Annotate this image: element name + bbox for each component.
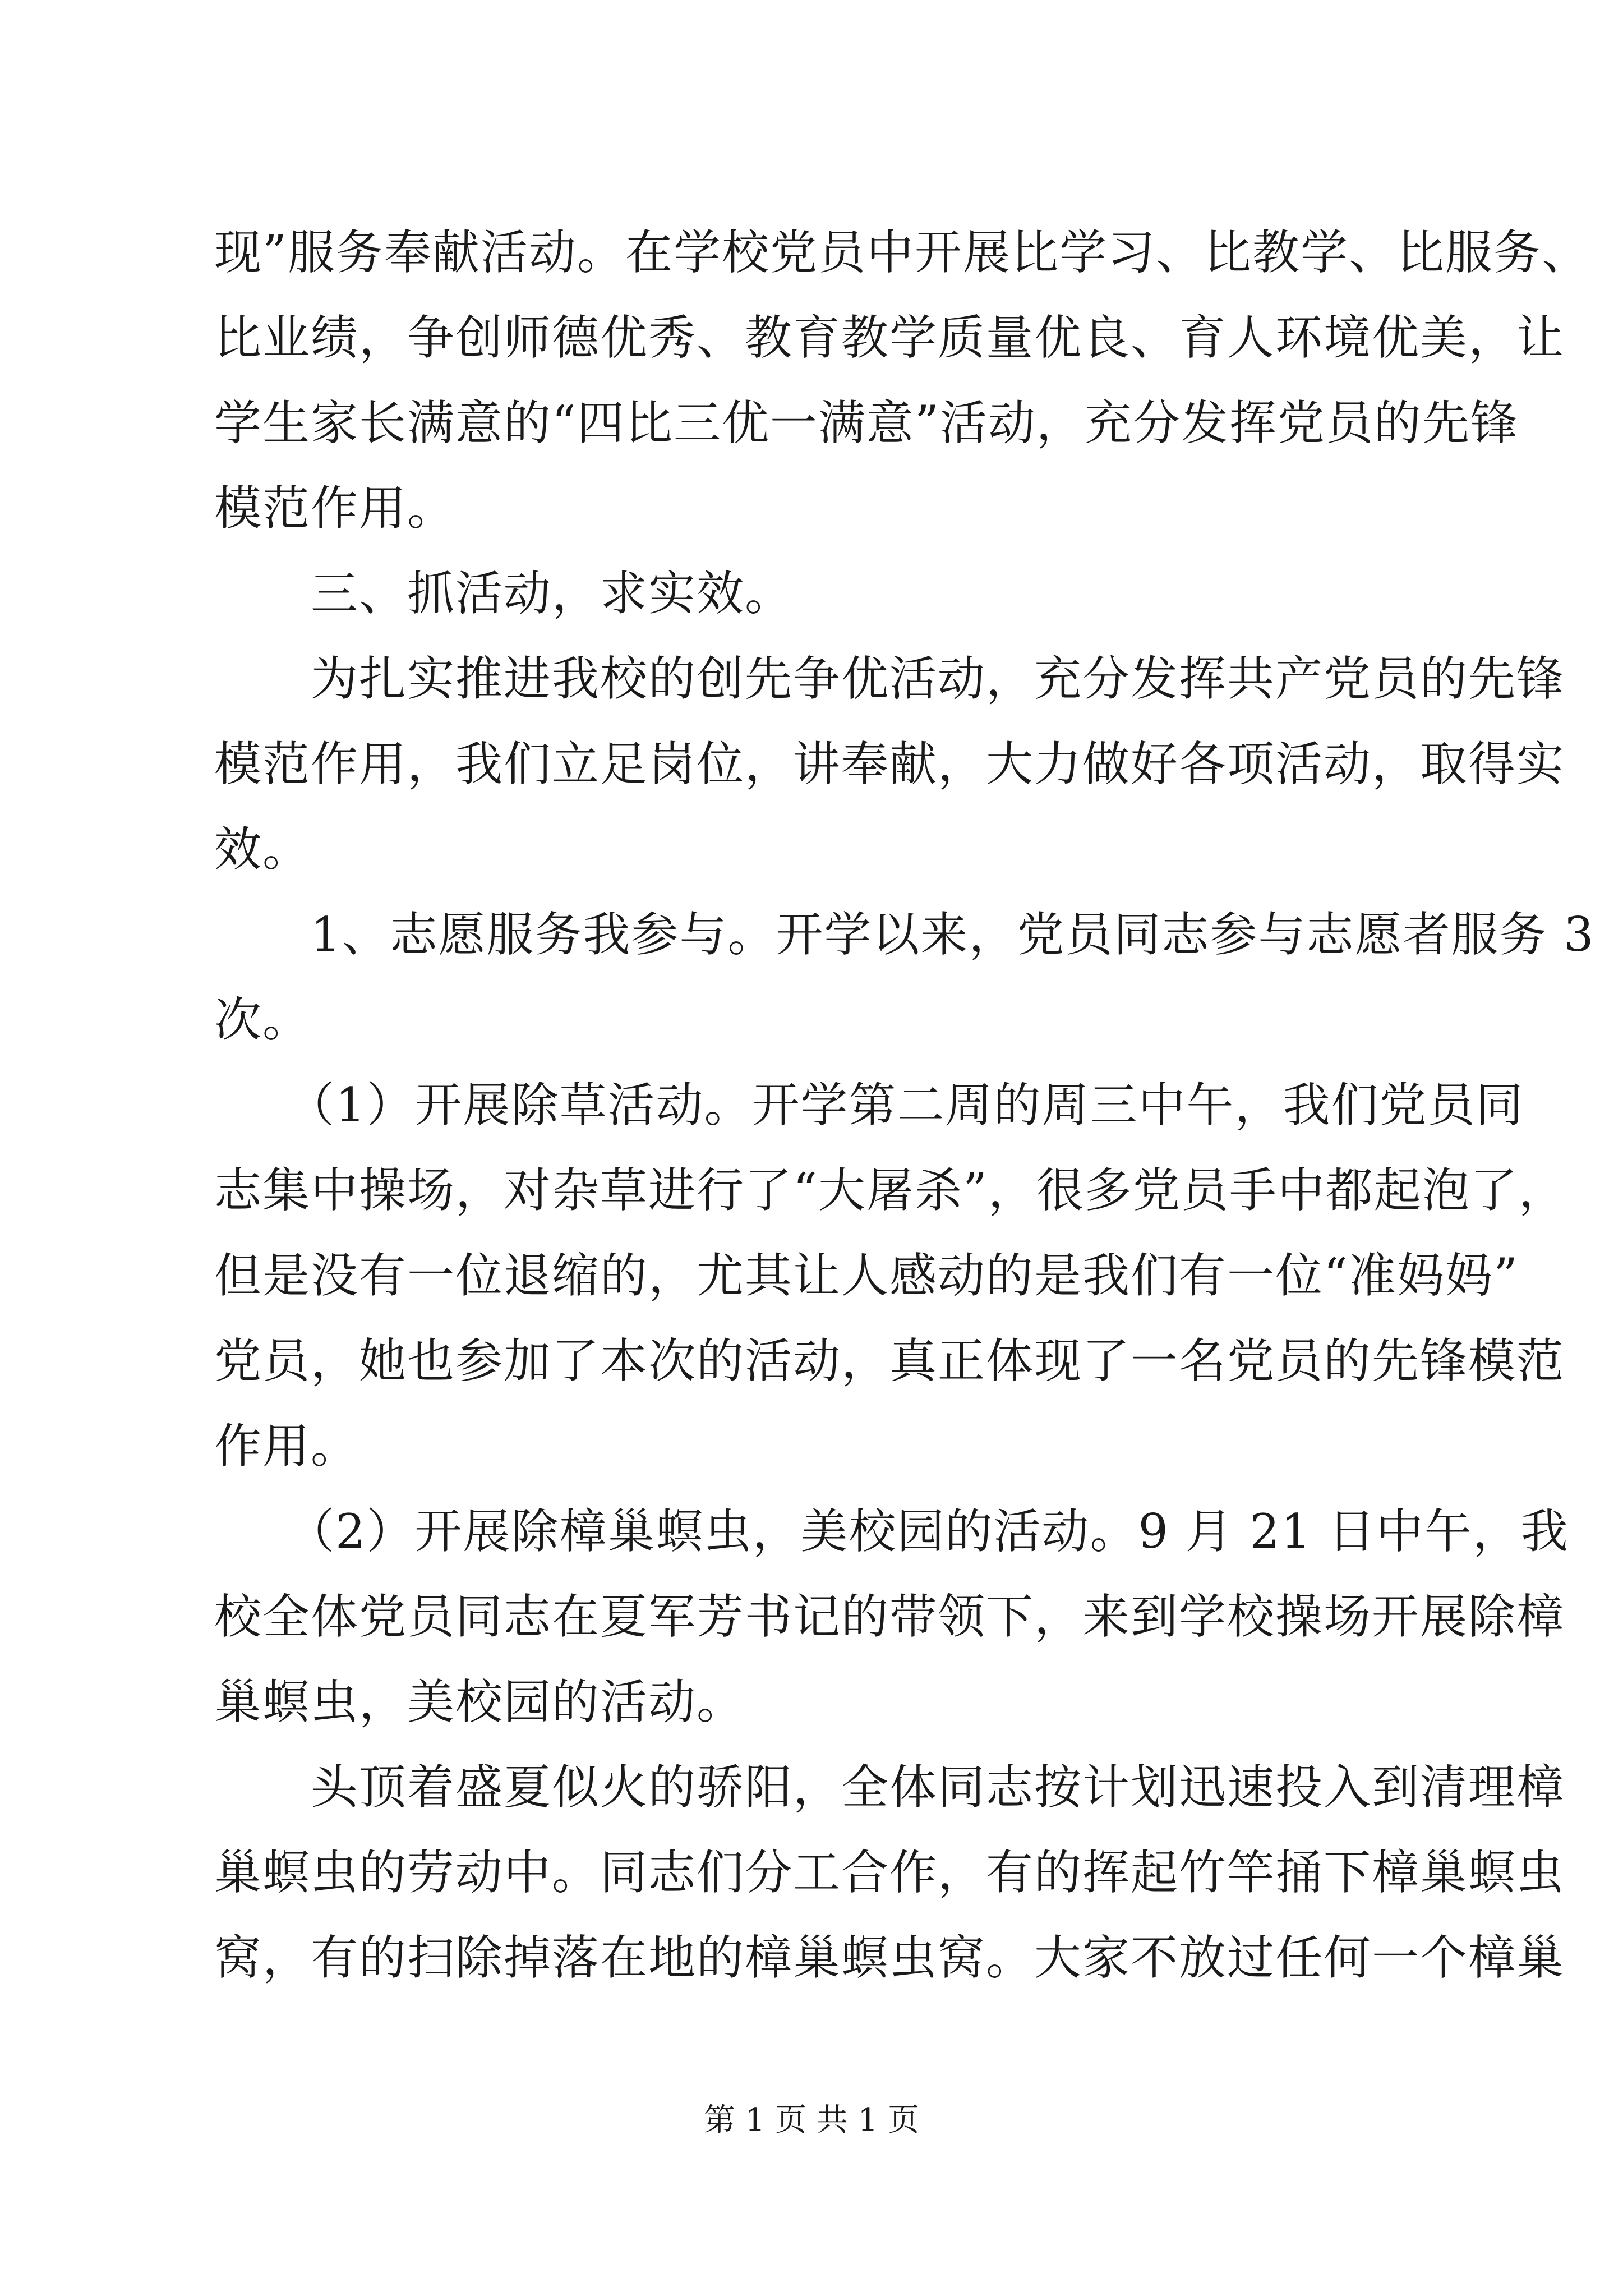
text-line: 学生家长满意的“四比三优一满意”活动，充分发挥党员的先锋 — [214, 395, 1519, 450]
text-line: 现”服务奉献活动。在学校党员中开展比学习、比教学、比服务、 — [214, 225, 1590, 280]
text-line: 模范作用。 — [214, 481, 456, 536]
text-line: 头顶着盛夏似火的骄阳，全体同志按计划迅速投入到清理樟 — [214, 1760, 1565, 1815]
text-line: 但是没有一位退缩的，尤其让人感动的是我们有一位“准妈妈” — [214, 1248, 1519, 1303]
text-line: 效。 — [214, 822, 311, 877]
text-line: 比业绩，争创师德优秀、教育教学质量优良、育人环境优美，让 — [214, 310, 1565, 365]
text-line: 为扎实推进我校的创先争优活动，充分发挥共产党员的先锋 — [214, 651, 1565, 706]
text-line: 巢螟虫的劳动中。同志们分工合作，有的挥起竹竿捅下樟巢螟虫 — [214, 1845, 1565, 1900]
text-line: （1）开展除草活动。开学第二周的周三中午，我们党员同 — [214, 1078, 1524, 1133]
text-line: （2）开展除樟巢螟虫，美校园的活动。9 月 21 日中午，我 — [214, 1504, 1569, 1559]
text-line: 志集中操场，对杂草进行了“大屠杀”，很多党员手中都起泡了， — [214, 1163, 1567, 1218]
text-line: 党员，她也参加了本次的活动，真正体现了一名党员的先锋模范 — [214, 1333, 1565, 1388]
text-line: 窝，有的扫除掉落在地的樟巢螟虫窝。大家不放过任何一个樟巢 — [214, 1930, 1565, 1985]
page-footer: 第 1 页 共 1 页 — [703, 2102, 920, 2138]
text-line: 三、抓活动，求实效。 — [214, 566, 794, 621]
text-line: 模范作用，我们立足岗位，讲奉献，大力做好各项活动，取得实 — [214, 737, 1565, 792]
text-line: 校全体党员同志在夏军芳书记的带领下，来到学校操场开展除樟 — [214, 1589, 1565, 1644]
text-line: 作用。 — [214, 1419, 359, 1474]
text-line: 巢螟虫，美校园的活动。 — [214, 1674, 745, 1729]
text-line: 次。 — [214, 992, 311, 1047]
text-line: 1、志愿服务我参与。开学以来，党员同志参与志愿者服务 3 — [214, 907, 1595, 962]
